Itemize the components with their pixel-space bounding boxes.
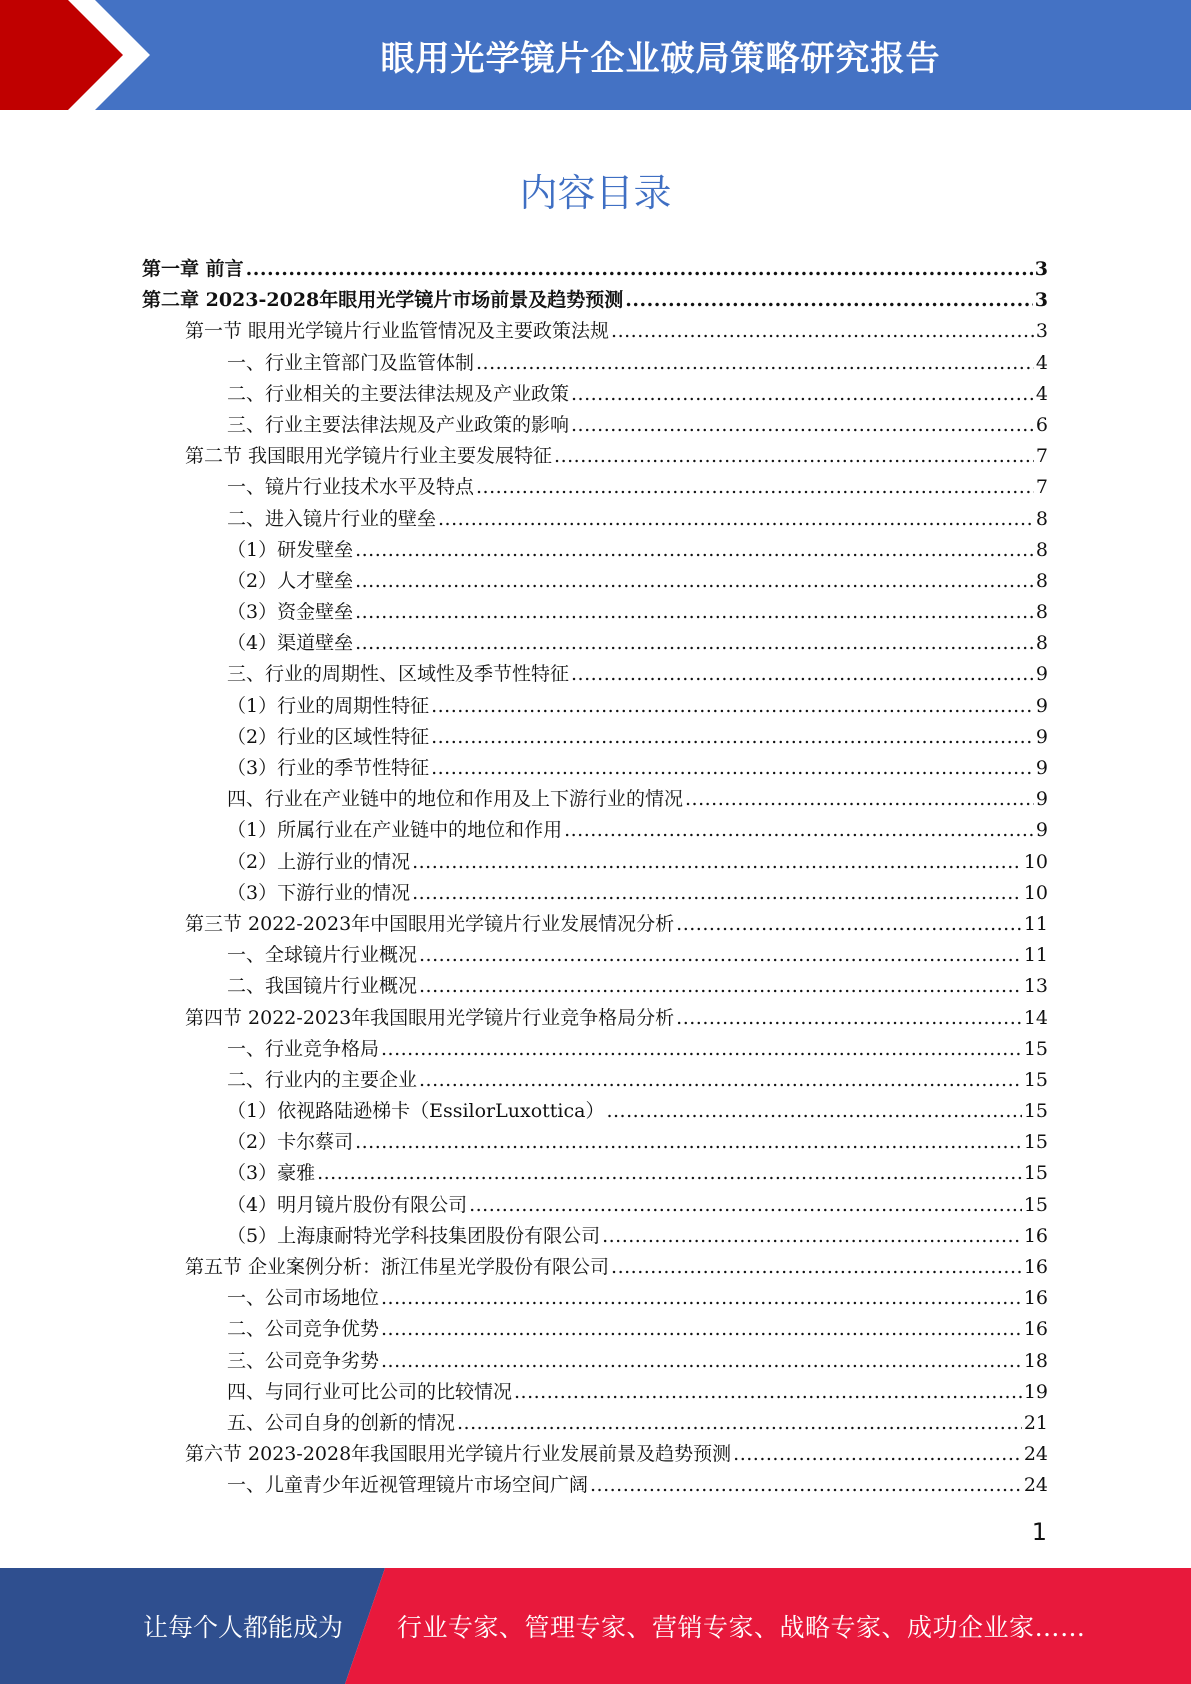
toc-dot-leader [355, 535, 1034, 566]
toc-dot-leader [438, 504, 1034, 535]
toc-entry-page: 10 [1023, 850, 1048, 873]
toc-entry-label: 一、全球镜片行业概况 [227, 944, 418, 967]
toc-entry-label: 第四节 2022-2023年我国眼用光学镜片行业竞争格局分析 [185, 1006, 675, 1029]
toc-entry-page: 10 [1023, 881, 1048, 904]
toc-entry-label: （1）所属行业在产业链中的地位和作用 [227, 819, 563, 842]
toc-entry-label: 一、儿童青少年近视管理镜片市场空间广阔 [227, 1474, 589, 1497]
toc-entry-label: 第三节 2022-2023年中国眼用光学镜片行业发展情况分析 [185, 912, 675, 935]
toc-entry-page: 3 [1035, 320, 1048, 343]
toc-entry-label: 三、行业的周期性、区域性及季节性特征 [227, 663, 570, 686]
toc-entry-label: （1）研发壁垒 [227, 538, 354, 561]
toc-dot-leader [419, 971, 1022, 1002]
toc-entry[interactable] [142, 1003, 1048, 1034]
footer-slogan-left: 让每个人都能成为 [143, 1613, 344, 1642]
toc-dot-leader [733, 1439, 1022, 1470]
toc-entry-page: 8 [1035, 601, 1048, 624]
toc-entry-page: 9 [1035, 788, 1048, 811]
toc-entry-page: 15 [1023, 1037, 1048, 1060]
toc-dot-leader [564, 815, 1034, 846]
toc-entry-page: 4 [1035, 351, 1048, 374]
toc-entry-page: 14 [1023, 1006, 1048, 1029]
toc-entry-label: （3）资金壁垒 [227, 601, 354, 624]
toc-dot-leader [381, 1346, 1022, 1377]
toc-entry-label: 一、公司市场地位 [227, 1287, 380, 1310]
toc-dot-leader [602, 1221, 1022, 1252]
toc-entry[interactable] [142, 597, 1048, 628]
toc-dot-leader [355, 597, 1034, 628]
toc-entry[interactable] [142, 1346, 1048, 1377]
toc-entry-label: 第一章 前言 [142, 258, 244, 280]
toc-entry-label: 二、我国镜片行业概况 [227, 975, 418, 998]
toc-entry[interactable] [142, 722, 1048, 753]
toc-entry-page: 11 [1023, 912, 1048, 935]
toc-entry-page: 24 [1023, 1443, 1048, 1466]
toc-dot-leader [431, 722, 1034, 753]
toc-entry-label: 三、行业主要法律法规及产业政策的影响 [227, 413, 570, 436]
toc-entry[interactable] [142, 1252, 1048, 1283]
report-title: 眼用光学镜片企业破局策略研究报告 [380, 38, 941, 79]
toc-dot-leader [457, 1408, 1022, 1439]
toc-entry-page: 15 [1023, 1193, 1048, 1216]
toc-dot-leader [431, 753, 1034, 784]
toc-entry[interactable] [142, 410, 1048, 441]
toc-entry[interactable] [142, 909, 1048, 940]
toc-entry-page: 15 [1023, 1162, 1048, 1185]
toc-entry-page: 7 [1035, 476, 1048, 499]
toc-entry-page: 9 [1035, 725, 1048, 748]
toc-dot-leader [571, 379, 1034, 410]
toc-heading: 内容目录 [519, 171, 672, 215]
toc-entry[interactable] [142, 628, 1048, 659]
toc-entry-page: 16 [1023, 1224, 1048, 1247]
toc-entry[interactable] [142, 379, 1048, 410]
toc-entry[interactable] [142, 1408, 1048, 1439]
table-of-contents [142, 254, 1048, 1502]
toc-dot-leader [676, 909, 1022, 940]
toc-dot-leader [381, 1034, 1022, 1065]
toc-entry[interactable] [142, 1127, 1048, 1158]
toc-entry-page: 16 [1023, 1287, 1048, 1310]
footer-slogan-right: 行业专家、管理专家、营销专家、战略专家、成功企业家…… [397, 1613, 1086, 1642]
toc-dot-leader [685, 784, 1034, 815]
toc-dot-leader [355, 1127, 1022, 1158]
header-banner [0, 0, 1191, 110]
toc-entry-page: 8 [1035, 507, 1048, 530]
toc-entry[interactable] [142, 940, 1048, 971]
toc-entry-page: 3 [1034, 258, 1048, 280]
toc-entry-page: 16 [1023, 1318, 1048, 1341]
toc-entry-page: 15 [1023, 1131, 1048, 1154]
toc-dot-leader [246, 254, 1033, 285]
toc-entry-label: 第五节 企业案例分析：浙江伟星光学股份有限公司 [185, 1256, 610, 1278]
toc-entry[interactable] [142, 1034, 1048, 1065]
toc-entry[interactable] [142, 566, 1048, 597]
toc-entry-label: （3）豪雅 [227, 1162, 316, 1185]
toc-entry[interactable] [142, 316, 1048, 347]
toc-dot-leader [469, 1190, 1022, 1221]
toc-entry-label: 第二节 我国眼用光学镜片行业主要发展特征 [185, 445, 553, 468]
toc-entry[interactable] [142, 441, 1048, 472]
toc-entry-page: 6 [1035, 413, 1048, 436]
toc-dot-leader [571, 659, 1034, 690]
toc-entry-label: （3）下游行业的情况 [227, 881, 411, 904]
toc-dot-leader [590, 1470, 1022, 1501]
toc-dot-leader [611, 316, 1034, 347]
toc-dot-leader [419, 940, 1022, 971]
toc-entry-page: 8 [1035, 569, 1048, 592]
toc-entry[interactable] [142, 691, 1048, 722]
toc-entry-page: 9 [1035, 663, 1048, 686]
toc-dot-leader [676, 1003, 1022, 1034]
toc-entry-label: 一、镜片行业技术水平及特点 [227, 476, 475, 499]
toc-entry[interactable] [142, 1283, 1048, 1314]
toc-entry[interactable] [142, 285, 1048, 316]
toc-dot-leader [625, 285, 1033, 316]
toc-entry-label: （2）卡尔蔡司 [227, 1131, 354, 1154]
toc-entry[interactable] [142, 815, 1048, 846]
toc-entry[interactable] [142, 971, 1048, 1002]
toc-entry-page: 15 [1023, 1068, 1048, 1091]
toc-dot-leader [611, 1252, 1022, 1283]
toc-dot-leader [317, 1158, 1022, 1189]
toc-dot-leader [554, 441, 1034, 472]
toc-dot-leader [381, 1314, 1022, 1345]
toc-entry[interactable] [142, 472, 1048, 503]
toc-entry[interactable] [142, 1158, 1048, 1189]
toc-entry[interactable] [142, 254, 1048, 285]
toc-entry[interactable] [142, 847, 1048, 878]
toc-entry-label: （5）上海康耐特光学科技集团股份有限公司 [227, 1224, 601, 1247]
toc-entry-label: 第一节 眼用光学镜片行业监管情况及主要政策法规 [185, 320, 610, 343]
toc-dot-leader [476, 472, 1034, 503]
toc-entry-label: （4）渠道壁垒 [227, 632, 354, 655]
toc-dot-leader [412, 847, 1022, 878]
toc-entry-label: （2）人才壁垒 [227, 569, 354, 592]
toc-entry-label: （1）行业的周期性特征 [227, 694, 430, 717]
toc-entry-page: 15 [1023, 1100, 1048, 1123]
toc-entry[interactable] [142, 1096, 1048, 1127]
toc-entry-label: （1）依视路陆逊梯卡（EssilorLuxottica） [227, 1100, 605, 1123]
toc-entry-label: 一、行业主管部门及监管体制 [227, 351, 475, 374]
toc-entry-page: 3 [1034, 289, 1048, 312]
toc-entry[interactable] [142, 1470, 1048, 1501]
toc-dot-leader [355, 628, 1034, 659]
toc-entry-page: 24 [1023, 1474, 1048, 1497]
toc-dot-leader [412, 878, 1022, 909]
toc-entry-label: 第六节 2023-2028年我国眼用光学镜片行业发展前景及趋势预测 [185, 1443, 732, 1466]
toc-entry-page: 9 [1035, 694, 1048, 717]
toc-entry[interactable] [142, 659, 1048, 690]
footer-banner [0, 1568, 1191, 1684]
toc-entry-page: 21 [1023, 1411, 1048, 1434]
toc-entry-page: 7 [1035, 445, 1048, 468]
toc-entry[interactable] [142, 1221, 1048, 1252]
toc-entry-page: 13 [1023, 975, 1048, 998]
toc-dot-leader [381, 1283, 1022, 1314]
toc-entry-label: 三、公司竞争劣势 [227, 1349, 380, 1372]
toc-dot-leader [476, 348, 1034, 379]
toc-entry-label: 一、行业竞争格局 [227, 1037, 380, 1060]
toc-dot-leader [606, 1096, 1021, 1127]
toc-entry-page: 19 [1023, 1380, 1048, 1403]
toc-entry[interactable] [142, 1065, 1048, 1096]
toc-dot-leader [355, 566, 1034, 597]
toc-entry[interactable] [142, 878, 1048, 909]
toc-entry-page: 16 [1023, 1256, 1048, 1278]
toc-entry-label: （2）上游行业的情况 [227, 850, 411, 873]
toc-entry[interactable] [142, 1190, 1048, 1221]
toc-entry-label: 二、行业内的主要企业 [227, 1068, 418, 1091]
toc-entry-label: 第二章 2023-2028年眼用光学镜片市场前景及趋势预测 [142, 289, 624, 312]
toc-entry-label: 二、进入镜片行业的壁垒 [227, 507, 437, 530]
toc-entry-label: （4）明月镜片股份有限公司 [227, 1193, 468, 1216]
toc-dot-leader [571, 410, 1034, 441]
toc-entry[interactable] [142, 1314, 1048, 1345]
toc-entry-page: 18 [1023, 1349, 1048, 1372]
toc-entry[interactable] [142, 1377, 1048, 1408]
toc-entry-page: 8 [1035, 538, 1048, 561]
toc-dot-leader [431, 691, 1034, 722]
toc-entry-page: 8 [1035, 632, 1048, 655]
toc-entry-label: 二、行业相关的主要法律法规及产业政策 [227, 382, 570, 405]
toc-entry[interactable] [142, 753, 1048, 784]
toc-entry-label: 五、公司自身的创新的情况 [227, 1411, 456, 1434]
toc-entry-page: 9 [1035, 757, 1048, 779]
toc-entry-page: 4 [1035, 382, 1048, 405]
toc-entry-label: （2）行业的区域性特征 [227, 725, 430, 748]
page-number: 1 [1031, 1518, 1047, 1546]
toc-dot-leader [419, 1065, 1022, 1096]
toc-entry[interactable] [142, 348, 1048, 379]
toc-entry-page: 9 [1035, 819, 1048, 842]
toc-dot-leader [514, 1377, 1022, 1408]
toc-entry[interactable] [142, 504, 1048, 535]
toc-entry[interactable] [142, 784, 1048, 815]
toc-entry-label: （3）行业的季节性特征 [227, 757, 430, 779]
toc-entry[interactable] [142, 535, 1048, 566]
toc-entry[interactable] [142, 1439, 1048, 1470]
toc-entry-label: 二、公司竞争优势 [227, 1318, 380, 1341]
toc-entry-page: 11 [1023, 944, 1048, 967]
toc-entry-label: 四、行业在产业链中的地位和作用及上下游行业的情况 [227, 788, 684, 811]
toc-entry-label: 四、与同行业可比公司的比较情况 [227, 1380, 513, 1403]
